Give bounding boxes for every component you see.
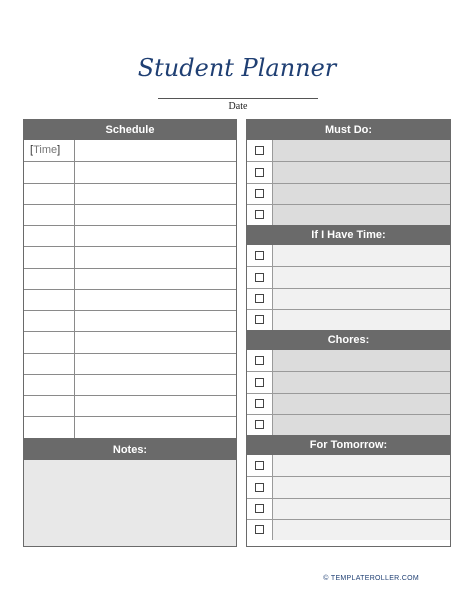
time-field[interactable] xyxy=(24,396,75,416)
schedule-header: Schedule xyxy=(24,120,236,140)
checkbox[interactable] xyxy=(255,189,264,198)
chores-header: Chores: xyxy=(247,330,450,350)
page-title: Student Planner xyxy=(137,54,337,82)
list-item xyxy=(247,455,450,476)
task-line[interactable] xyxy=(273,499,450,519)
schedule-task-field[interactable] xyxy=(75,332,236,352)
schedule-row xyxy=(24,268,236,289)
schedule-row xyxy=(24,416,236,437)
list-item xyxy=(247,393,450,414)
if-have-time-header: If I Have Time: xyxy=(247,225,450,245)
list-item xyxy=(247,371,450,392)
checkbox[interactable] xyxy=(255,378,264,387)
schedule-task-field[interactable] xyxy=(75,162,236,182)
date-line[interactable] xyxy=(158,98,318,99)
checkbox[interactable] xyxy=(255,420,264,429)
schedule-task-field[interactable] xyxy=(75,354,236,374)
checkbox[interactable] xyxy=(255,483,264,492)
checkbox[interactable] xyxy=(255,168,264,177)
schedule-task-field[interactable] xyxy=(75,290,236,310)
task-line[interactable] xyxy=(273,477,450,497)
schedule-row xyxy=(24,225,236,246)
time-field[interactable] xyxy=(24,290,75,310)
for-tomorrow-list xyxy=(247,455,450,540)
time-bracket-open: [ xyxy=(30,144,34,156)
time-field[interactable] xyxy=(24,247,75,267)
if-have-time-list xyxy=(247,245,450,330)
footer-credit: © TEMPLATEROLLER.COM xyxy=(323,575,419,582)
schedule-row xyxy=(24,204,236,225)
task-line[interactable] xyxy=(273,350,450,371)
list-item xyxy=(247,204,450,225)
list-item xyxy=(247,183,450,204)
schedule-task-field[interactable] xyxy=(75,226,236,246)
task-line[interactable] xyxy=(273,245,450,266)
time-field[interactable] xyxy=(24,311,75,331)
list-item xyxy=(247,414,450,435)
task-line[interactable] xyxy=(273,520,450,540)
list-item xyxy=(247,161,450,182)
schedule-task-field[interactable] xyxy=(75,396,236,416)
task-line[interactable] xyxy=(273,372,450,392)
tasks-panel xyxy=(246,119,451,547)
must-do-header: Must Do: xyxy=(247,120,450,140)
schedule-row xyxy=(24,395,236,416)
checkbox[interactable] xyxy=(255,356,264,365)
date-label: Date xyxy=(228,101,248,112)
schedule-row xyxy=(24,246,236,267)
schedule-row xyxy=(24,331,236,352)
notes-area[interactable] xyxy=(24,460,236,546)
task-line[interactable] xyxy=(273,162,450,182)
schedule-row xyxy=(24,183,236,204)
checkbox[interactable] xyxy=(255,273,264,282)
schedule-task-field[interactable] xyxy=(75,417,236,437)
chores-list xyxy=(247,350,450,435)
schedule-row xyxy=(24,353,236,374)
schedule-task-field[interactable] xyxy=(75,247,236,267)
notes-panel xyxy=(23,439,237,547)
notes-header: Notes: xyxy=(24,440,236,460)
task-line[interactable] xyxy=(273,205,450,225)
schedule-task-field[interactable] xyxy=(75,269,236,289)
schedule-row xyxy=(24,310,236,331)
task-line[interactable] xyxy=(273,455,450,476)
schedule-task-field[interactable] xyxy=(75,205,236,225)
time-field[interactable] xyxy=(24,140,75,161)
checkbox[interactable] xyxy=(255,294,264,303)
checkbox[interactable] xyxy=(255,210,264,219)
schedule-rows xyxy=(24,140,236,438)
time-field[interactable] xyxy=(24,417,75,437)
list-item xyxy=(247,140,450,161)
checkbox[interactable] xyxy=(255,399,264,408)
schedule-task-field[interactable] xyxy=(75,140,236,161)
time-field[interactable] xyxy=(24,332,75,352)
task-line[interactable] xyxy=(273,267,450,287)
task-line[interactable] xyxy=(273,289,450,309)
list-item xyxy=(247,309,450,330)
for-tomorrow-header: For Tomorrow: xyxy=(247,435,450,455)
task-line[interactable] xyxy=(273,310,450,330)
list-item xyxy=(247,476,450,497)
time-field[interactable] xyxy=(24,269,75,289)
task-line[interactable] xyxy=(273,394,450,414)
checkbox[interactable] xyxy=(255,504,264,513)
time-field[interactable] xyxy=(24,354,75,374)
schedule-row xyxy=(24,374,236,395)
checkbox[interactable] xyxy=(255,146,264,155)
time-placeholder: Time xyxy=(33,144,58,156)
task-line[interactable] xyxy=(273,140,450,161)
time-field[interactable] xyxy=(24,226,75,246)
list-item xyxy=(247,350,450,371)
task-line[interactable] xyxy=(273,184,450,204)
checkbox[interactable] xyxy=(255,461,264,470)
checkbox[interactable] xyxy=(255,315,264,324)
list-item xyxy=(247,498,450,519)
schedule-panel xyxy=(23,119,237,439)
checkbox[interactable] xyxy=(255,251,264,260)
schedule-row xyxy=(24,140,236,161)
schedule-task-field[interactable] xyxy=(75,375,236,395)
time-bracket-close: ] xyxy=(57,144,61,156)
list-item xyxy=(247,519,450,540)
schedule-task-field[interactable] xyxy=(75,184,236,204)
list-item xyxy=(247,288,450,309)
list-item xyxy=(247,245,450,266)
schedule-task-field[interactable] xyxy=(75,311,236,331)
schedule-row xyxy=(24,289,236,310)
time-field[interactable] xyxy=(24,162,75,182)
must-do-list xyxy=(247,140,450,225)
time-field[interactable] xyxy=(24,375,75,395)
list-item xyxy=(247,266,450,287)
time-field[interactable] xyxy=(24,205,75,225)
time-field[interactable] xyxy=(24,184,75,204)
task-line[interactable] xyxy=(273,415,450,435)
schedule-row xyxy=(24,161,236,182)
checkbox[interactable] xyxy=(255,525,264,534)
